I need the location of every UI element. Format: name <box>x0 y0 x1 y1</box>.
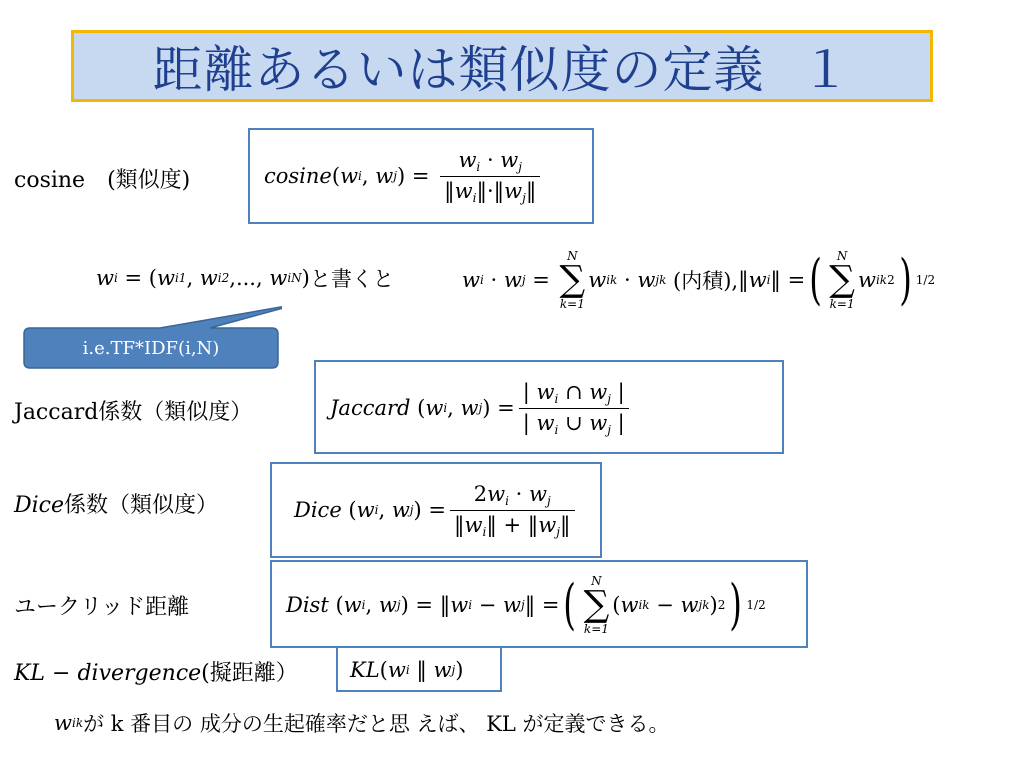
kl-formula-box <box>336 646 502 692</box>
vector-definition: w i = ( w i1 , w i2 ,..., w iN ) と書くと <box>96 266 394 291</box>
tfidf-callout <box>20 306 282 372</box>
euclid-label: ユークリッド距離 <box>14 595 190 620</box>
cosine-label: cosine (類似度) <box>14 168 191 193</box>
dice-label: Dice係数（類似度） <box>14 493 219 518</box>
slide-number: １ <box>800 41 852 99</box>
jaccard-label: Jaccard係数（類似度） <box>14 400 253 425</box>
dice-formula: Dice ( w i , w j ) = $\frac{2w_i \cdot w_j}{‖w_i‖ + ‖w_j‖}$ <box>294 474 579 546</box>
kl-label: KL − divergence(擬距離） <box>14 661 298 686</box>
title-box <box>71 30 933 102</box>
kl-note: w ik が k 番目の 成分の生起確率だと思 えば、 KL が定義できる。 <box>54 711 670 736</box>
jaccard-formula-box <box>314 360 784 454</box>
dice-formula-box <box>270 462 602 558</box>
slide-title: 距離あるいは類似度の定義 <box>152 41 765 99</box>
callout-text: i.e.TF*IDF(i,N) <box>82 337 220 359</box>
dist-formula-box <box>270 560 808 648</box>
dist-formula: Dist ( w i , w j ) = ‖ w i − w j ‖ = ( N ∑ k=1 ( w ik − w jk ) 2 ) 1/2 <box>286 573 766 636</box>
jaccard-formula: Jaccard ( w i , w j ) = $\frac{| w_i \cap w_j |}{| w_i \cup w_j |}$ <box>330 372 633 444</box>
kl-formula: KL ( w i ‖ w j ) <box>350 658 464 682</box>
cosine-formula-box <box>248 128 594 224</box>
inner-product-and-norm: w i · w j = N ∑ k=1 w ik · w jk (内積), ‖ w i ‖ = ( N ∑ k=1 w ik 2 ) 1/2 <box>462 248 936 311</box>
cosine-formula: cosine ( w i , w j ) = $\frac{w_i \cdot w_j}{‖w_i‖\cdot‖w_j‖}$ <box>264 140 544 212</box>
